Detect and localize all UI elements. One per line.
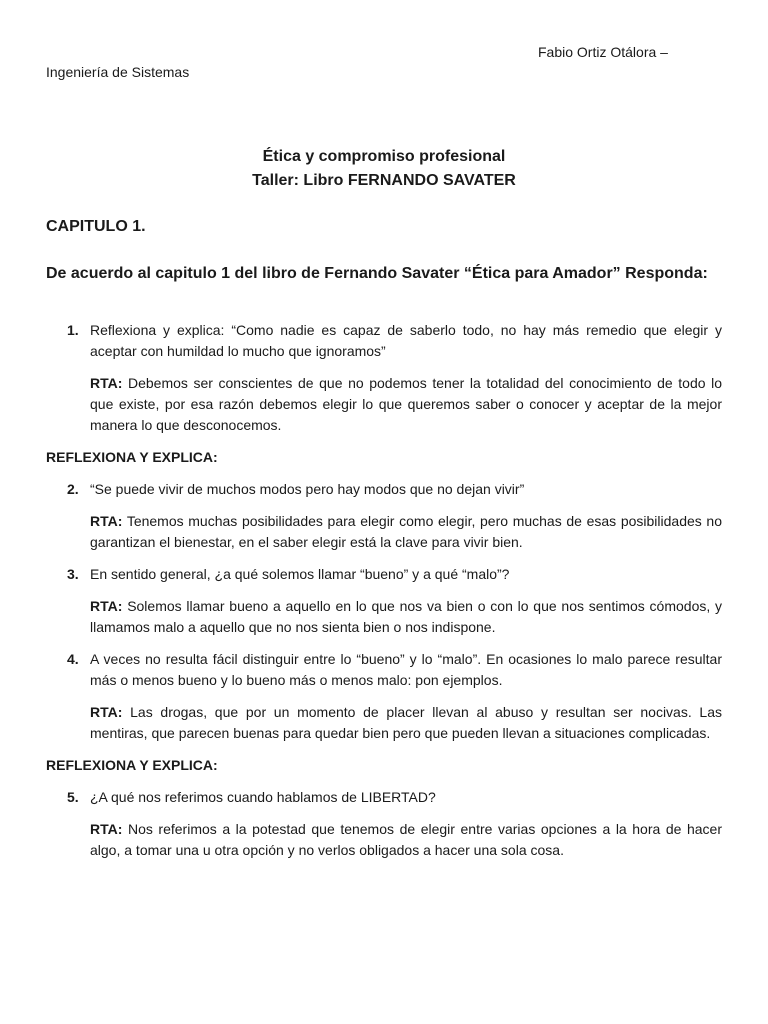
intro-instruction: De acuerdo al capitulo 1 del libro de Fernando Savater “Ética para Amador” Responda: bbox=[46, 265, 708, 282]
career-name: Ingeniería de Sistemas bbox=[46, 64, 190, 80]
question-text: A veces no resulta fácil distinguir entre lo “bueno” y lo “malo”. En ocasiones lo malo parece resultar más o menos bueno y lo bueno más o menos malo: pon ejemplos. bbox=[90, 651, 722, 688]
answer-2 bbox=[90, 511, 722, 553]
answer-text: Nos referimos a la potestad que tenemos de elegir entre varias opciones a la hora de hacer algo, a tomar una u otra opción y no verlos obligados a hacer una sola cosa. bbox=[90, 821, 723, 858]
question-number: 4. bbox=[67, 651, 79, 667]
answer-4 bbox=[90, 702, 722, 744]
rta-label: RTA: bbox=[90, 375, 123, 391]
chapter-heading: CAPITULO 1. bbox=[46, 218, 146, 235]
question-number: 3. bbox=[67, 566, 79, 582]
question-5 bbox=[67, 787, 722, 808]
rta-label: RTA: bbox=[90, 513, 123, 529]
questions-body bbox=[0, 320, 768, 861]
author-name: Fabio Ortiz Otálora – bbox=[538, 44, 668, 60]
rta-label: RTA: bbox=[90, 821, 123, 837]
answer-text: Solemos llamar bueno a aquello en lo que nos va bien o con lo que nos sentimos cómodos, y llamamos malo a aquello que no nos sienta bien o nos indispone. bbox=[90, 598, 723, 635]
answer-text: Debemos ser conscientes de que no podemos tener la totalidad del conocimiento de todo lo que existe, por esa razón debemos elegir lo que queremos saber o conocer y aceptar de la mejor manera lo que desconocemos. bbox=[90, 375, 722, 433]
answer-text: Tenemos muchas posibilidades para elegir como elegir, pero muchas de esas posibilidades no garantizan el bienestar, en el saber elegir está la clave para vivir bien. bbox=[90, 513, 722, 550]
document-title bbox=[0, 145, 768, 193]
title-line-1: Ética y compromiso profesional bbox=[262, 148, 506, 165]
question-text: “Se puede vivir de muchos modos pero hay modos que no dejan vivir” bbox=[90, 481, 525, 497]
answer-5 bbox=[90, 819, 722, 861]
question-number: 5. bbox=[67, 789, 79, 805]
answer-1 bbox=[90, 373, 722, 436]
question-2 bbox=[67, 479, 722, 500]
section-heading: REFLEXIONA Y EXPLICA: bbox=[46, 449, 218, 465]
question-number: 2. bbox=[67, 481, 79, 497]
question-text: Reflexiona y explica: “Como nadie es capaz de saberlo todo, no hay más remedio que elegir y aceptar con humildad lo mucho que ignoramos” bbox=[90, 322, 722, 359]
question-1 bbox=[67, 320, 722, 362]
question-3 bbox=[67, 564, 722, 585]
question-text: ¿A qué nos referimos cuando hablamos de LIBERTAD? bbox=[90, 789, 436, 805]
rta-label: RTA: bbox=[90, 598, 123, 614]
question-text: En sentido general, ¿a qué solemos llamar “bueno” y a qué “malo”? bbox=[90, 566, 510, 582]
answer-3 bbox=[90, 596, 722, 638]
answer-text: Las drogas, que por un momento de placer llevan al abuso y resultan ser nocivas. Las mentiras, que parecen buenas para quedar bien pero que pueden llevan a situaciones complicadas. bbox=[90, 704, 723, 741]
title-line-2: Taller: Libro FERNANDO SAVATER bbox=[252, 172, 516, 189]
question-number: 1. bbox=[67, 322, 79, 338]
rta-label: RTA: bbox=[90, 704, 123, 720]
question-4 bbox=[67, 649, 722, 691]
section-heading: REFLEXIONA Y EXPLICA: bbox=[46, 757, 218, 773]
